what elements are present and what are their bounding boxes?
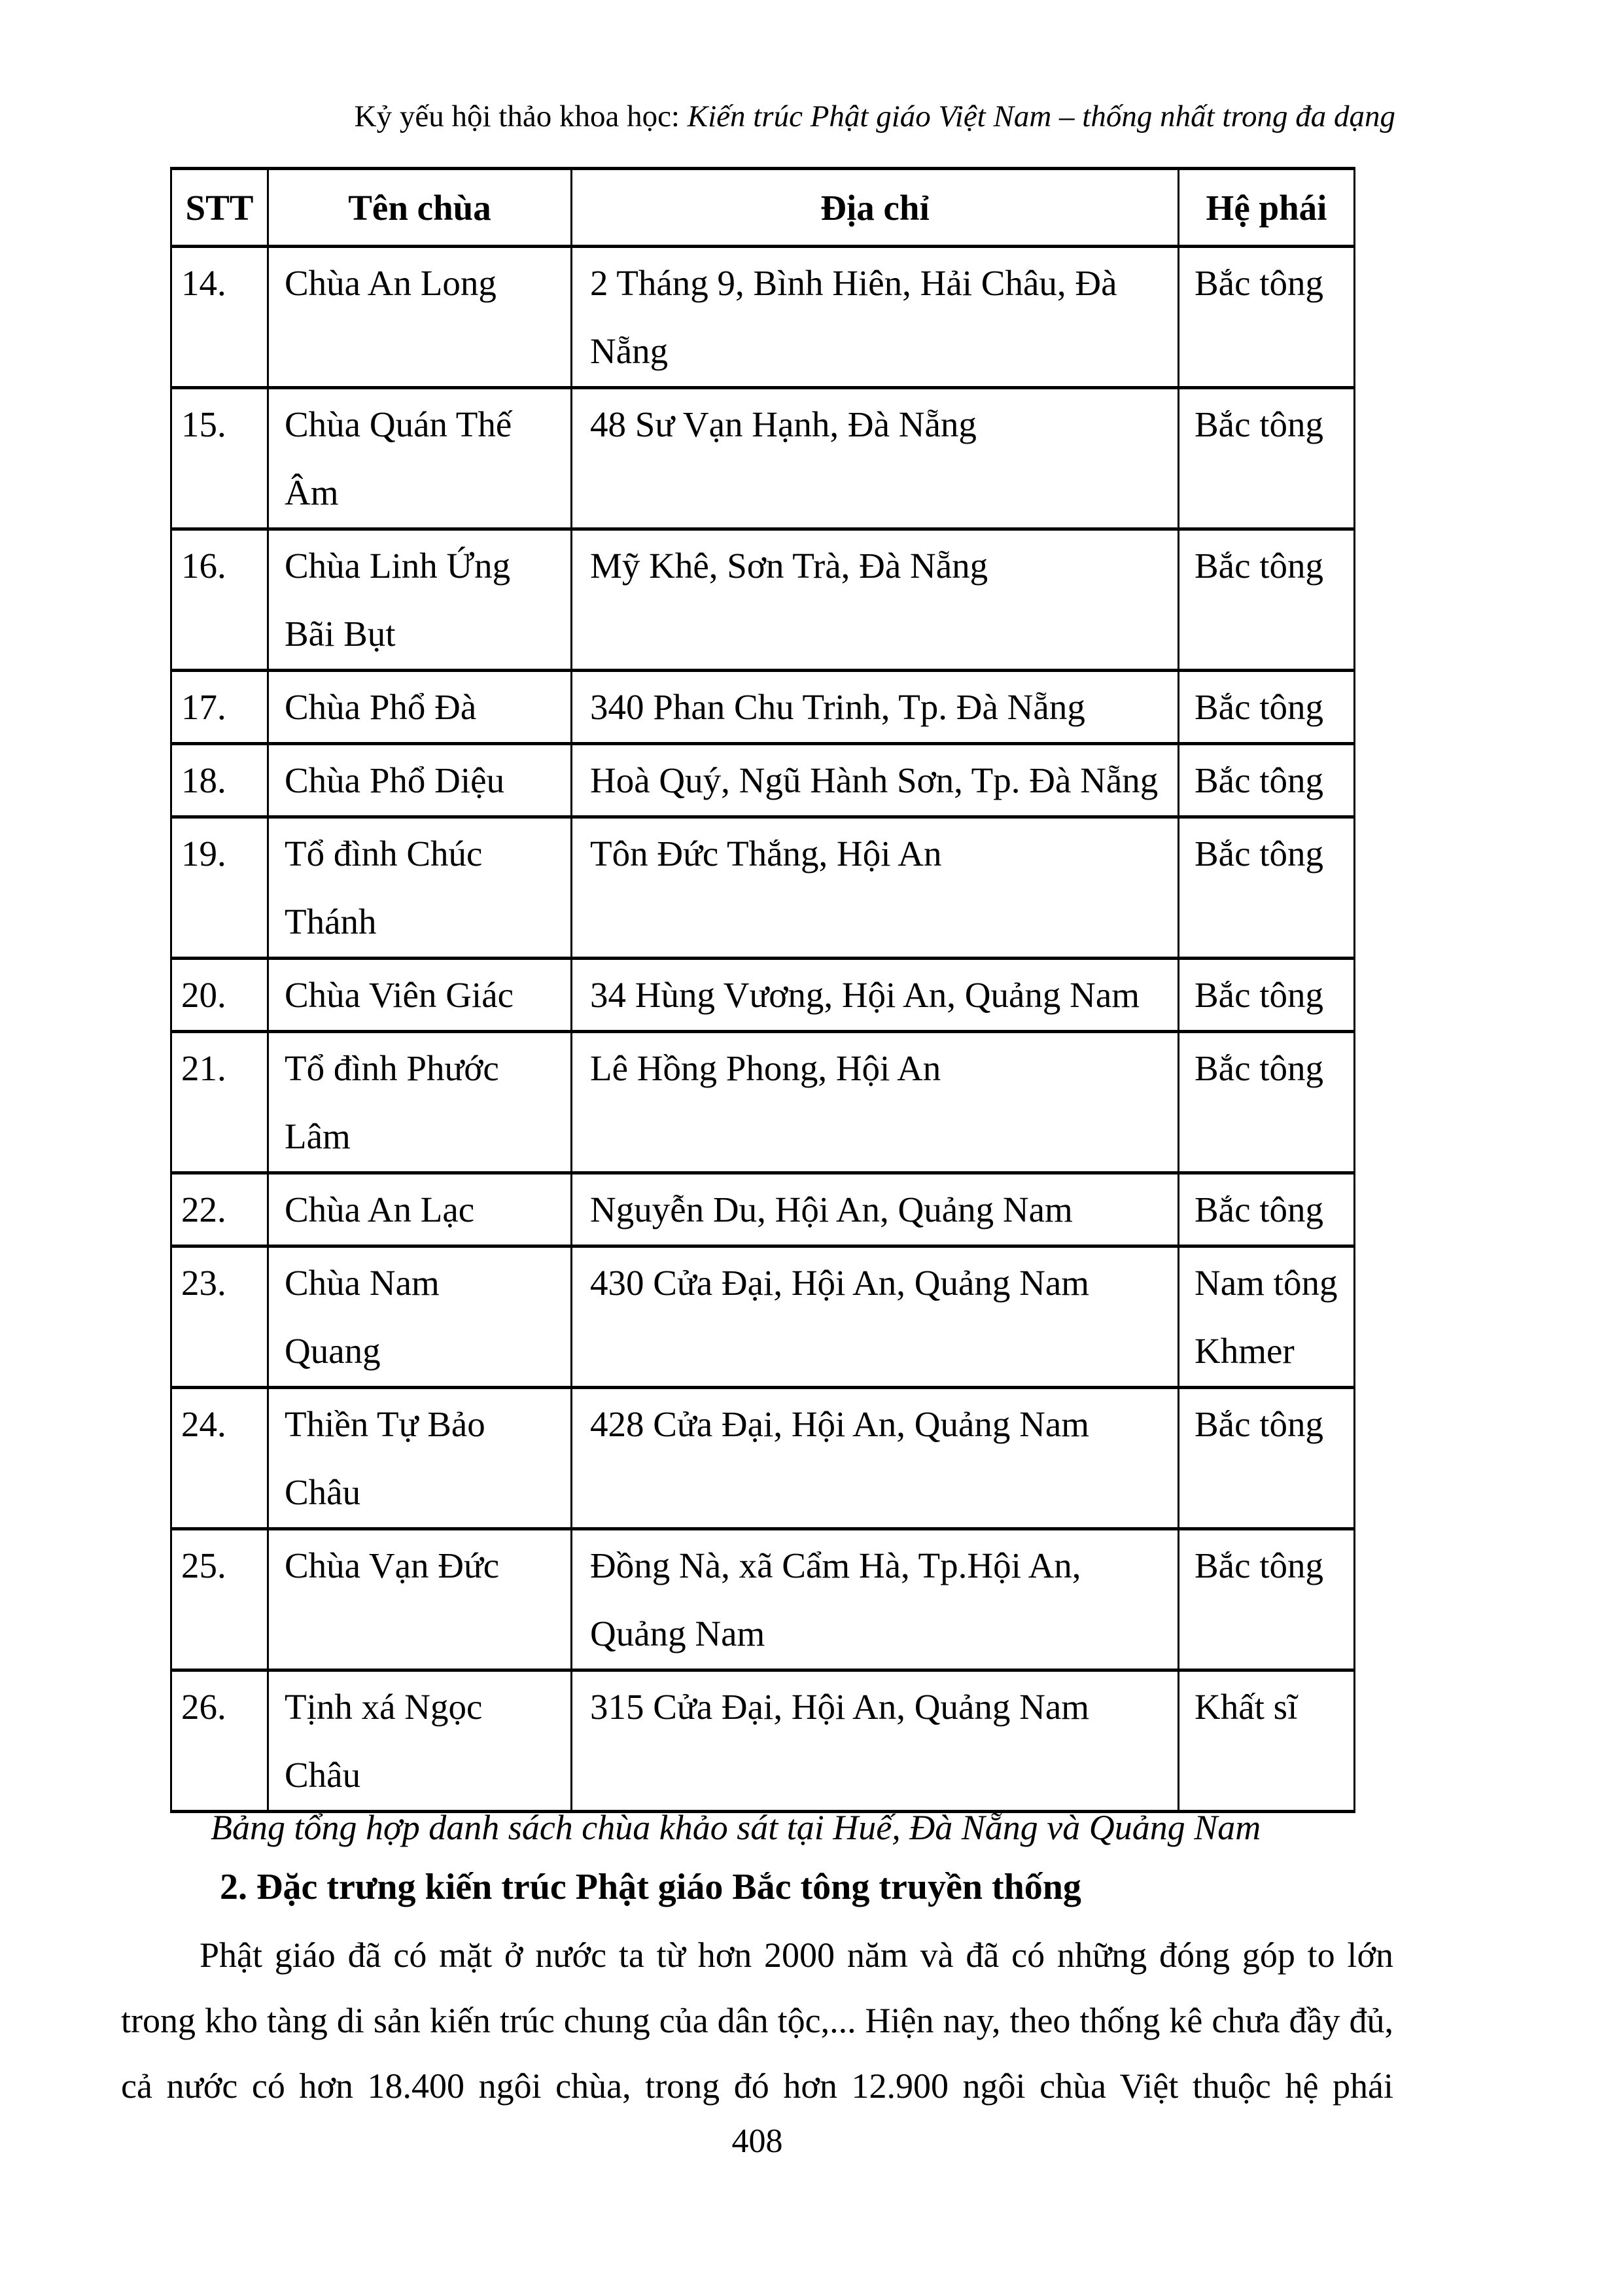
cell-name: Chùa Quán Thế Âm xyxy=(268,388,572,529)
cell-stt: 23. xyxy=(171,1246,268,1388)
column-header-stt: STT xyxy=(171,169,268,247)
cell-address: Lê Hồng Phong, Hội An xyxy=(572,1032,1179,1173)
running-header xyxy=(355,97,1395,136)
cell-stt: 18. xyxy=(171,744,268,817)
table-row xyxy=(171,529,1355,671)
cell-sect: Bắc tông xyxy=(1179,671,1355,744)
table-row xyxy=(171,247,1355,388)
cell-name: Chùa An Long xyxy=(268,247,572,388)
cell-stt: 24. xyxy=(171,1388,268,1529)
cell-name: Chùa An Lạc xyxy=(268,1173,572,1246)
cell-sect: Nam tông Khmer xyxy=(1179,1246,1355,1388)
table-row xyxy=(171,671,1355,744)
cell-address: Đồng Nà, xã Cẩm Hà, Tp.Hội An, Quảng Nam xyxy=(572,1529,1179,1670)
table-row xyxy=(171,959,1355,1032)
cell-name: Chùa Nam Quang xyxy=(268,1246,572,1388)
cell-stt: 25. xyxy=(171,1529,268,1670)
table-row xyxy=(171,1529,1355,1670)
table-row xyxy=(171,1032,1355,1173)
cell-name: Chùa Phổ Đà xyxy=(268,671,572,744)
column-header-address: Địa chỉ xyxy=(572,169,1179,247)
section-heading: 2. Đặc trưng kiến trúc Phật giáo Bắc tông truyền thống xyxy=(220,1867,1081,1907)
running-header-prefix: Kỷ yếu hội thảo khoa học: xyxy=(354,99,688,133)
cell-name: Chùa Viên Giác xyxy=(268,959,572,1032)
cell-address: 428 Cửa Đại, Hội An, Quảng Nam xyxy=(572,1388,1179,1529)
cell-address: 48 Sư Vạn Hạnh, Đà Nẵng xyxy=(572,388,1179,529)
cell-address: Hoà Quý, Ngũ Hành Sơn, Tp. Đà Nẵng xyxy=(572,744,1179,817)
cell-sect: Bắc tông xyxy=(1179,1388,1355,1529)
table-caption: Bảng tổng hợp danh sách chùa khảo sát tại Huế, Đà Nẵng và Quảng Nam xyxy=(211,1808,1261,1847)
table-row xyxy=(171,1388,1355,1529)
cell-stt: 21. xyxy=(171,1032,268,1173)
cell-sect: Bắc tông xyxy=(1179,817,1355,959)
temple-survey-table xyxy=(170,167,1355,1813)
body-paragraph: Phật giáo đã có mặt ở nước ta từ hơn 2000 năm và đã có những đóng góp to lớn trong kho tàng di sản kiến trúc chung của dân tộc,... Hiện nay, theo thống kê chưa đầy đủ, cả nước có hơn 18.400 ngôi chùa, trong đó hơn 12.900 ngôi chùa Việt thuộc hệ phái xyxy=(121,1935,1393,2106)
cell-stt: 17. xyxy=(171,671,268,744)
page-number: 408 xyxy=(731,2123,783,2160)
cell-sect: Bắc tông xyxy=(1179,1173,1355,1246)
cell-name: Chùa Linh Ứng Bãi Bụt xyxy=(268,529,572,671)
running-header-title: Kiến trúc Phật giáo Việt Nam – thống nhất trong đa dạng xyxy=(687,99,1395,133)
cell-stt: 14. xyxy=(171,247,268,388)
cell-name: Tổ đình Chúc Thánh xyxy=(268,817,572,959)
cell-name: Tổ đình Phước Lâm xyxy=(268,1032,572,1173)
column-header-sect: Hệ phái xyxy=(1179,169,1355,247)
table-header-row xyxy=(171,169,1355,247)
cell-address: 315 Cửa Đại, Hội An, Quảng Nam xyxy=(572,1670,1179,1812)
cell-address: Tôn Đức Thắng, Hội An xyxy=(572,817,1179,959)
table-row xyxy=(171,817,1355,959)
table-row xyxy=(171,1173,1355,1246)
cell-sect: Bắc tông xyxy=(1179,744,1355,817)
cell-sect: Bắc tông xyxy=(1179,1529,1355,1670)
cell-address: 2 Tháng 9, Bình Hiên, Hải Châu, Đà Nẵng xyxy=(572,247,1179,388)
cell-stt: 22. xyxy=(171,1173,268,1246)
cell-stt: 20. xyxy=(171,959,268,1032)
table-row xyxy=(171,388,1355,529)
cell-name: Chùa Vạn Đức xyxy=(268,1529,572,1670)
cell-stt: 15. xyxy=(171,388,268,529)
cell-sect: Bắc tông xyxy=(1179,959,1355,1032)
cell-address: Nguyễn Du, Hội An, Quảng Nam xyxy=(572,1173,1179,1246)
cell-stt: 16. xyxy=(171,529,268,671)
cell-name: Thiền Tự Bảo Châu xyxy=(268,1388,572,1529)
cell-address: 340 Phan Chu Trinh, Tp. Đà Nẵng xyxy=(572,671,1179,744)
cell-sect: Bắc tông xyxy=(1179,247,1355,388)
cell-sect: Khất sĩ xyxy=(1179,1670,1355,1812)
cell-address: Mỹ Khê, Sơn Trà, Đà Nẵng xyxy=(572,529,1179,671)
column-header-name: Tên chùa xyxy=(268,169,572,247)
cell-name: Chùa Phổ Diệu xyxy=(268,744,572,817)
cell-sect: Bắc tông xyxy=(1179,1032,1355,1173)
cell-sect: Bắc tông xyxy=(1179,388,1355,529)
cell-stt: 19. xyxy=(171,817,268,959)
table-row xyxy=(171,1670,1355,1812)
cell-address: 34 Hùng Vương, Hội An, Quảng Nam xyxy=(572,959,1179,1032)
cell-address: 430 Cửa Đại, Hội An, Quảng Nam xyxy=(572,1246,1179,1388)
table-row xyxy=(171,744,1355,817)
cell-stt: 26. xyxy=(171,1670,268,1812)
table-row xyxy=(171,1246,1355,1388)
cell-name: Tịnh xá Ngọc Châu xyxy=(268,1670,572,1812)
cell-sect: Bắc tông xyxy=(1179,529,1355,671)
